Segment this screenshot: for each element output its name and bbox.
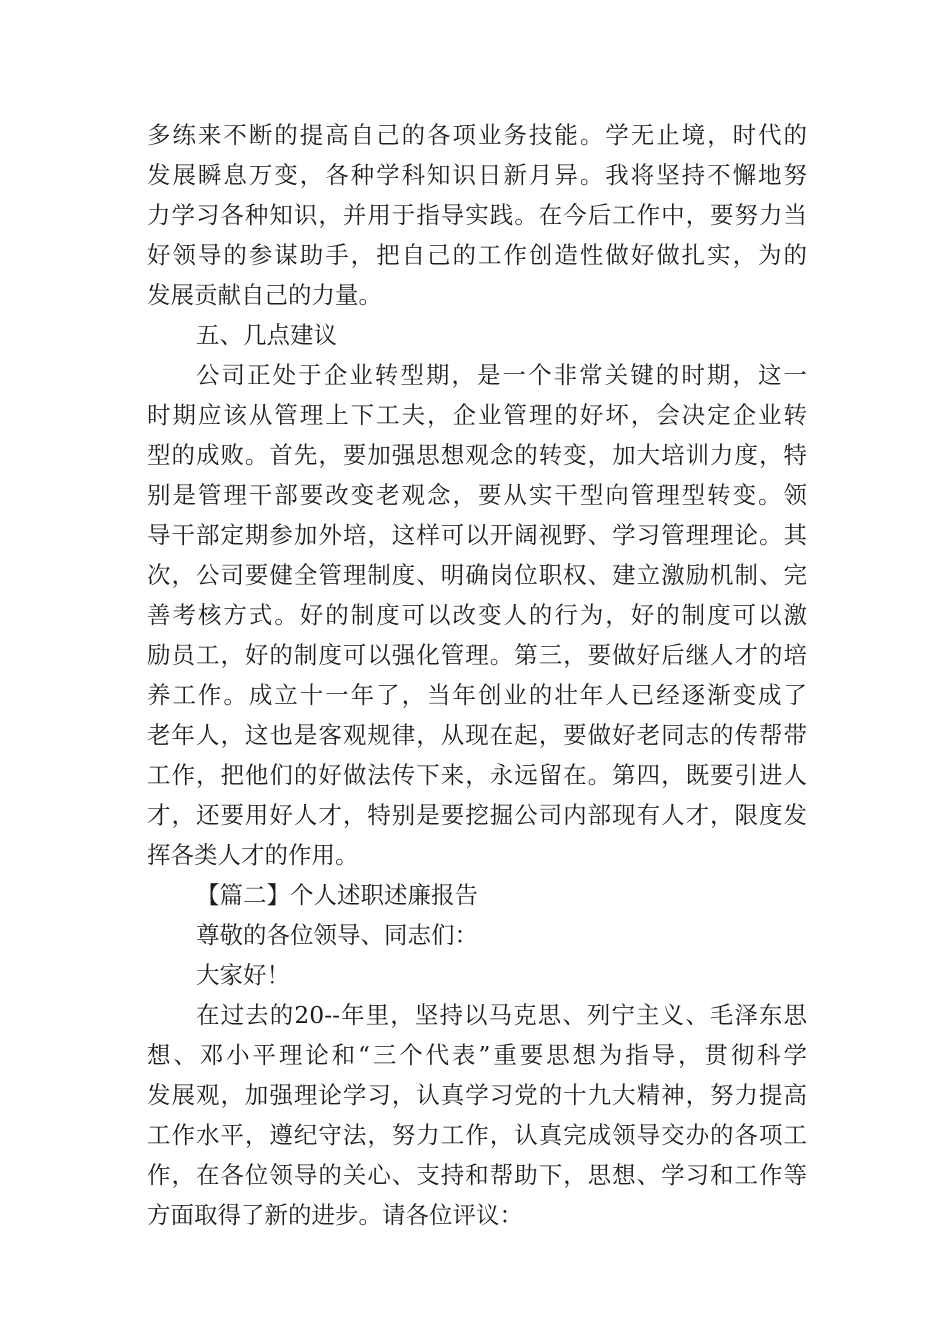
text-line: 养工作。成立十一年了，当年创业的壮年人已经逐渐变成了 <box>147 681 807 709</box>
text-line: 善考核方式。好的制度可以改变人的行为，好的制度可以激 <box>147 601 807 629</box>
text-line: 别是管理干部要改变老观念，要从实干型向管理型转变。领 <box>147 481 807 509</box>
salutation: 尊敬的各位领导、同志们： <box>196 921 478 949</box>
text-line: 时期应该从管理上下工夫，企业管理的好坏，会决定企业转 <box>147 401 807 429</box>
text-line: 多练来不断的提高自己的各项业务技能。学无止境，时代的 <box>147 121 807 149</box>
text-line: 励员工，好的制度可以强化管理。第三，要做好后继人才的培 <box>147 641 807 669</box>
text-line: 力学习各种知识，并用于指导实践。在今后工作中，要努力当 <box>147 201 807 229</box>
text-line: 挥各类人才的作用。 <box>147 841 359 869</box>
text-line: 工作水平，遵纪守法，努力工作，认真完成领导交办的各项工 <box>147 1121 807 1149</box>
text-line: 导干部定期参加外培，这样可以开阔视野、学习管理理论。其 <box>147 521 807 549</box>
text-line: 想、邓小平理论和“三个代表”重要思想为指导，贯彻科学 <box>147 1041 807 1069</box>
text-line: 好领导的参谋助手，把自己的工作创造性做好做扎实，为的 <box>147 241 807 269</box>
text-line: 工作，把他们的好做法传下来，永远留在。第四，既要引进人 <box>147 761 807 789</box>
text-line: 发展观，加强理论学习，认真学习党的十九大精神，努力提高 <box>147 1081 807 1109</box>
text-line: 发展贡献自己的力量。 <box>147 281 382 309</box>
section-heading: 五、几点建议 <box>196 321 337 349</box>
section-heading: 【篇二】个人述职述廉报告 <box>196 881 478 909</box>
text-line: 次，公司要健全管理制度、明确岗位职权、建立激励机制、完 <box>147 561 807 589</box>
greeting: 大家好！ <box>196 961 290 989</box>
text-line: 方面取得了新的进步。请各位评议： <box>147 1201 523 1229</box>
text-line: 作，在各位领导的关心、支持和帮助下，思想、学习和工作等 <box>147 1161 807 1189</box>
text-line: 发展瞬息万变，各种学科知识日新月异。我将坚持不懈地努 <box>147 161 807 189</box>
text-line: 型的成败。首先，要加强思想观念的转变，加大培训力度，特 <box>147 441 807 469</box>
text-line: 在过去的20--年里，坚持以马克思、列宁主义、毛泽东思 <box>196 1001 807 1029</box>
text-line: 公司正处于企业转型期，是一个非常关键的时期，这一 <box>196 361 807 389</box>
text-line: 老年人，这也是客观规律，从现在起，要做好老同志的传帮带 <box>147 721 807 749</box>
text-line: 才，还要用好人才，特别是要挖掘公司内部现有人才，限度发 <box>147 801 807 829</box>
